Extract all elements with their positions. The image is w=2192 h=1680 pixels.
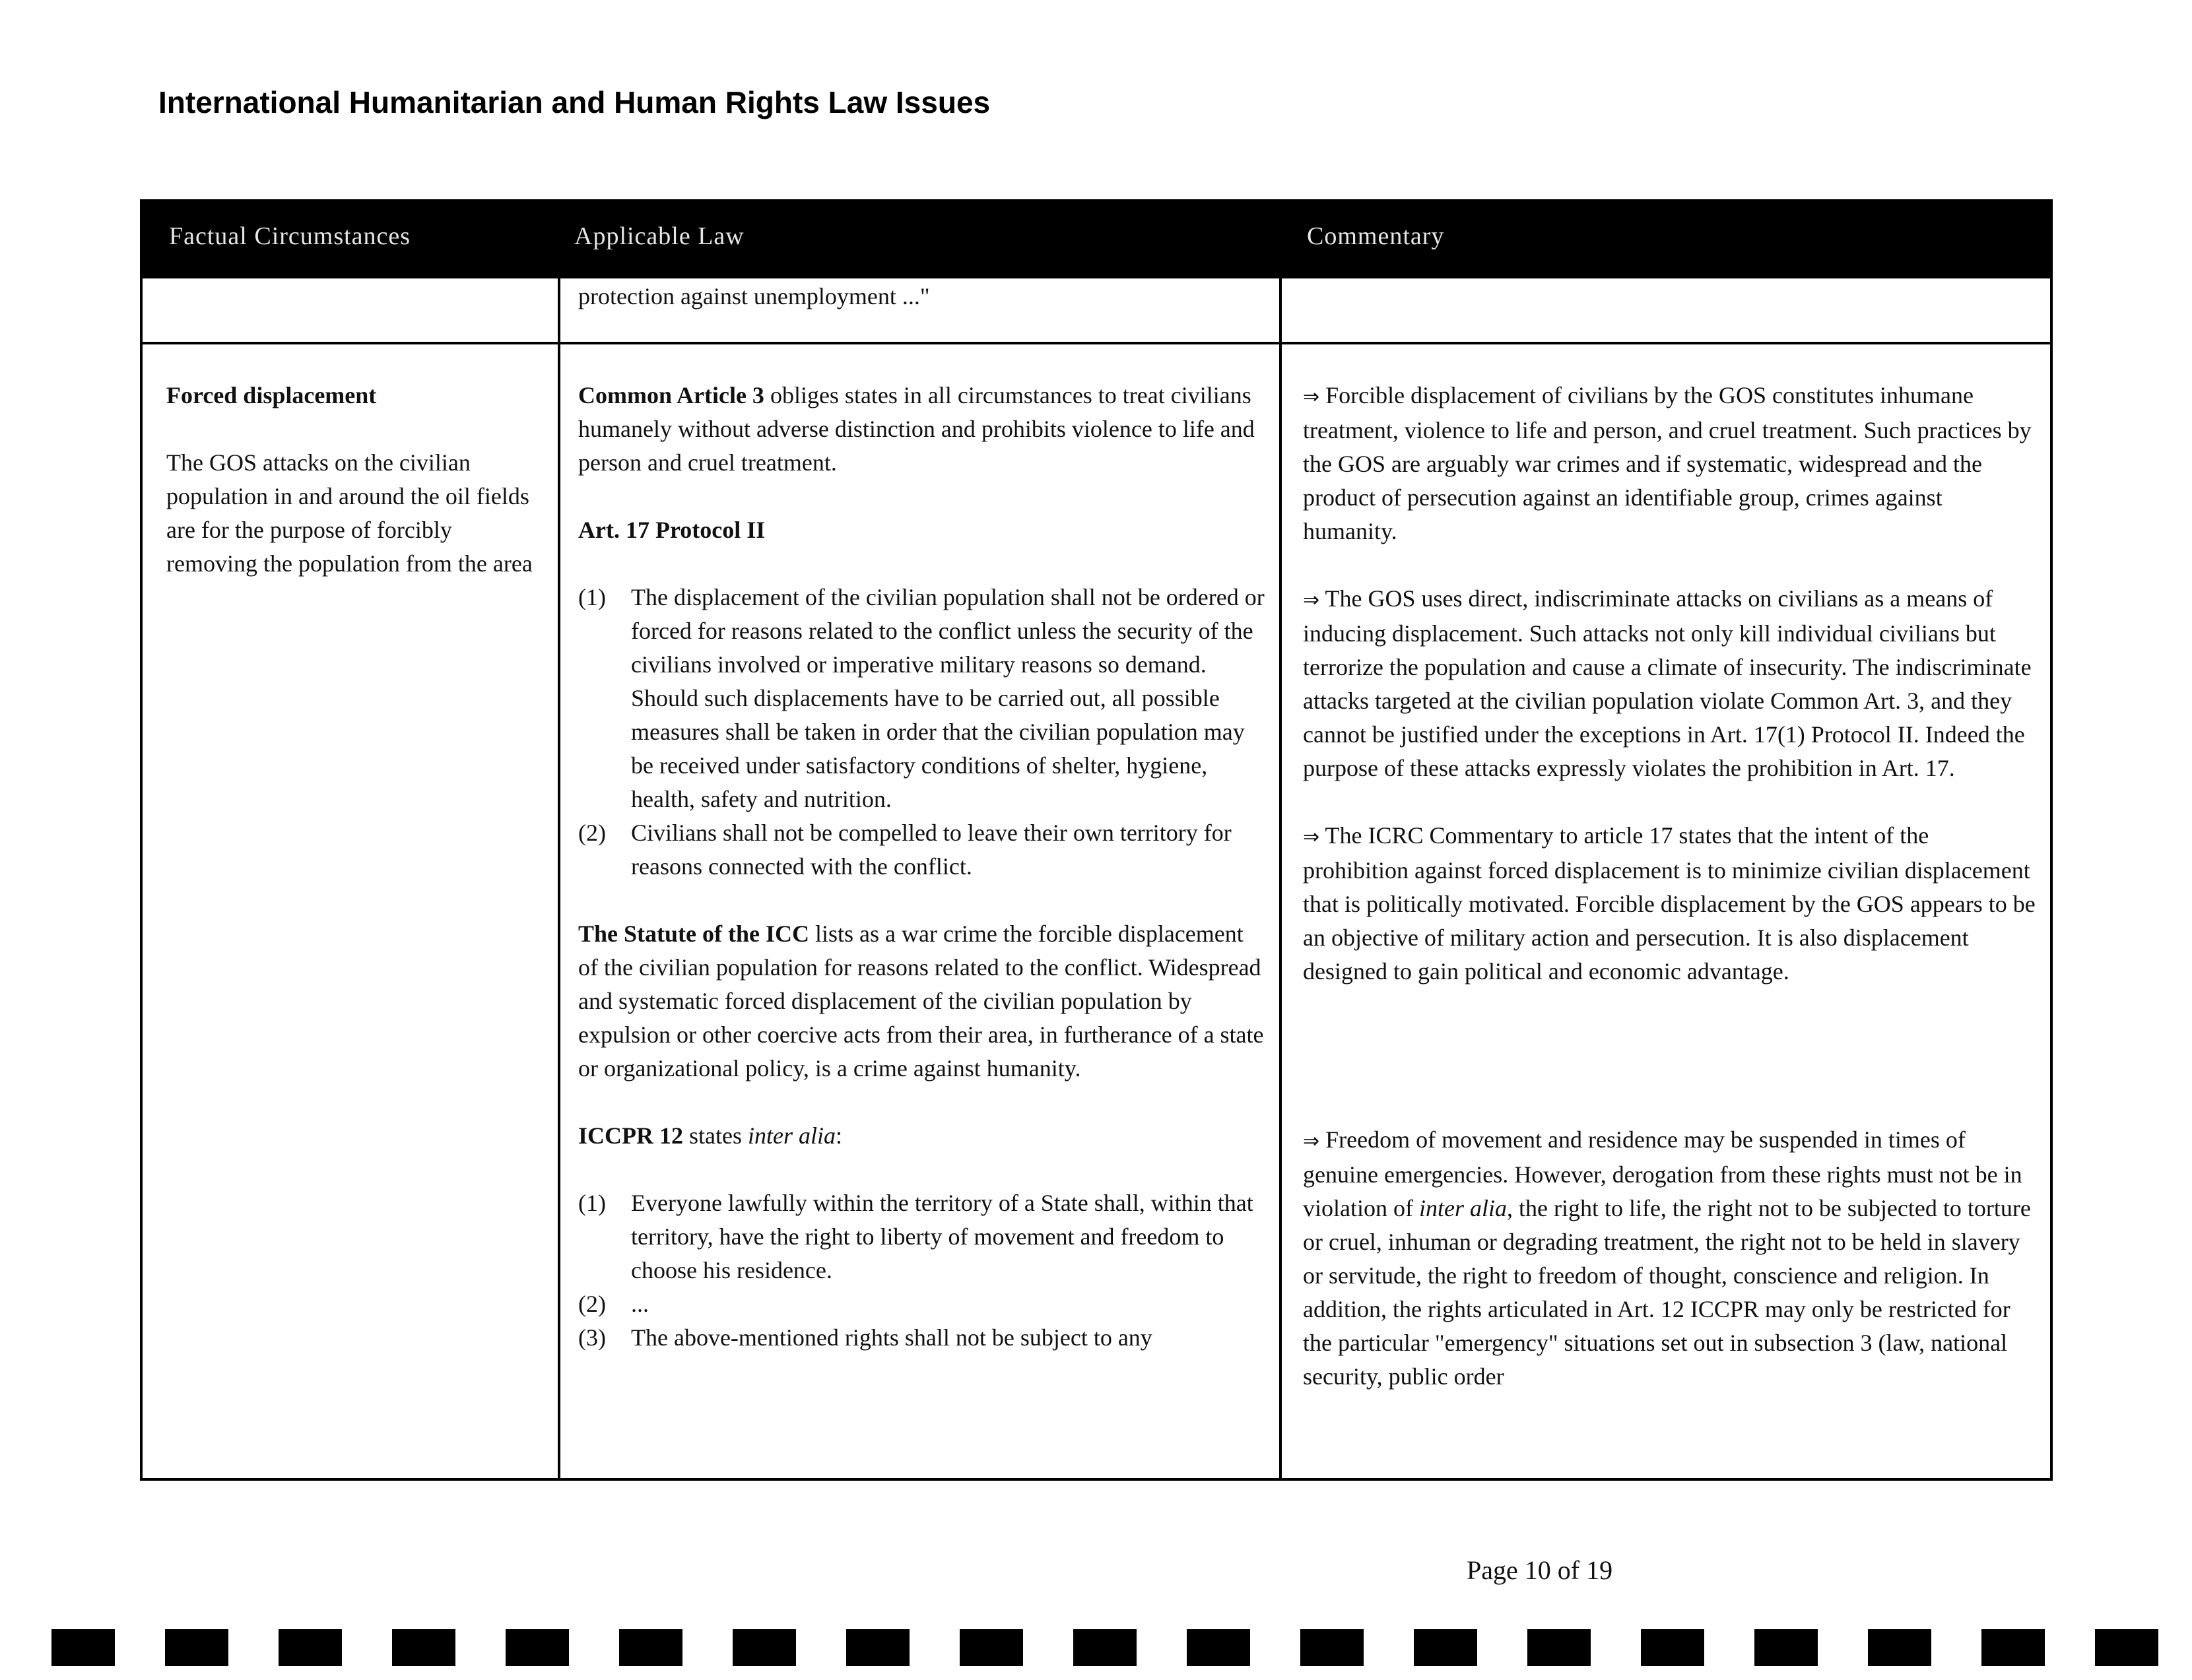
arrow-icon: ⇒ [1303, 589, 1320, 612]
commentary-italic: inter alia [1418, 1195, 1507, 1221]
item-text: The above-mentioned rights shall not be subject to any [631, 1324, 1152, 1351]
continuation-law-cell [578, 280, 1265, 313]
arrow-icon: ⇒ [1303, 385, 1320, 408]
iccpr-12-italic: inter alia [747, 1122, 836, 1149]
iccpr-item-1 [578, 1186, 1265, 1287]
scan-mark [1981, 1629, 2045, 1666]
iccpr-12-text: states [683, 1122, 748, 1149]
scan-mark [1187, 1629, 1250, 1666]
commentary-text: Forcible displacement of civilians by the GOS constitutes inhumane treatment, violence to life and person, and cruel treatment. Such practices by the GOS are arguably war crimes and if systematic, widespread and the product of persecution against an identifiable group, crimes against humanity. [1303, 382, 2032, 544]
common-article-3-text: obliges states in all circumstances to treat civilians humanely without adverse distinction and prohibits violence to life and person and cruel treatment. [578, 382, 1255, 476]
item-text: The displacement of the civilian population shall not be ordered or forced for reasons related to the conflict unless the security of the civilians involved or imperative military reasons so demand. Should such displacements have to be carried out, all possible measures shall be taken in order that the civilian population may be received under satisfactory conditions of shelter, hygiene, health, safety and nutrition. [631, 584, 1265, 812]
scan-mark [619, 1629, 682, 1666]
factual-cell [166, 379, 543, 581]
scan-mark [1754, 1629, 1818, 1666]
scan-mark [1414, 1629, 1477, 1666]
common-article-3-paragraph [578, 379, 1265, 480]
column-divider [1279, 278, 1282, 1478]
iccpr-12-paragraph [578, 1119, 1265, 1153]
header-commentary: Commentary [1307, 222, 1445, 250]
commentary-text: The ICRC Commentary to article 17 states that the intent of the prohibition against forced displacement is to minimize civilian displacement that is politically motivated. Forcible displacement by the GOS appears to be an objective of military action and persecution. It is also displacement designed to gain political and economic advantage. [1303, 822, 2036, 985]
factual-title: Forced displacement [166, 382, 377, 408]
item-text: Everyone lawfully within the territory of a State shall, within that territory, have the right to liberty of movement and freedom to choose his residence. [631, 1190, 1253, 1283]
art17-item-1 [578, 581, 1265, 816]
commentary-freedom-of-movement [1303, 1123, 2036, 1394]
table-header [143, 202, 2050, 278]
scan-mark [1527, 1629, 1591, 1666]
scan-mark [846, 1629, 910, 1666]
continuation-text: protection against unemployment ..." [578, 283, 930, 309]
scan-mark [960, 1629, 1023, 1666]
item-number: (2) [578, 1291, 606, 1317]
scan-mark [1300, 1629, 1364, 1666]
legal-analysis-table [140, 199, 2053, 1481]
scan-mark [506, 1629, 569, 1666]
applicable-law-cell [578, 379, 1265, 1355]
scan-mark [733, 1629, 796, 1666]
factual-text: The GOS attacks on the civilian population in and around the oil fields are for the purpose of forcibly removing the population from the area [166, 449, 533, 577]
iccpr-item-2 [578, 1287, 1265, 1321]
commentary-text: The GOS uses direct, indiscriminate attacks on civilians as a means of inducing displacement. Such attacks not only kill individual civilians but terrorize the population and cause a climate of insecurity. The indiscriminate attacks targeted at the civilian population violate Common Art. 3, and they cannot be justified under the exceptions in Art. 17(1) Protocol II. Indeed the purpose of these attacks expressly violates the prohibition in Art. 17. [1303, 585, 2032, 781]
icc-statute-label: The Statute of the ICC [578, 921, 809, 947]
scan-mark [1868, 1629, 1931, 1666]
commentary-icrc [1303, 819, 2036, 988]
header-applicable-law: Applicable Law [574, 222, 745, 250]
commentary-forcible-displacement [1303, 379, 2036, 548]
page-number: Page 10 of 19 [1467, 1555, 1613, 1585]
icc-statute-text: lists as a war crime the forcible displacement of the civilian population for reasons related to the conflict. Widespread and systematic forced displacement of the civilian population by expulsion or other coercive acts from their area, in furtherance of a state or organizational policy, is a crime against humanity. [578, 921, 1264, 1082]
item-number: (3) [578, 1324, 606, 1351]
scan-mark [165, 1629, 228, 1666]
item-text: ... [631, 1291, 649, 1317]
scan-registration-marks [51, 1629, 2164, 1669]
iccpr-item-3 [578, 1321, 1265, 1355]
iccpr-12-label: ICCPR 12 [578, 1122, 683, 1149]
page-title: International Humanitarian and Human Rights Law Issues [158, 85, 991, 119]
art17-item-2 [578, 816, 1265, 884]
commentary-cell [1303, 379, 2036, 1394]
item-number: (1) [578, 1190, 606, 1216]
scan-mark [1073, 1629, 1137, 1666]
row-divider [143, 342, 2050, 344]
scan-mark [1641, 1629, 1704, 1666]
arrow-icon: ⇒ [1303, 1130, 1320, 1153]
column-divider [558, 278, 560, 1478]
item-number: (2) [578, 820, 606, 846]
item-number: (1) [578, 584, 606, 610]
commentary-text: , the right to life, the right not to be subjected to torture or cruel, inhuman or degrading treatment, the right not to be held in slavery or servitude, the right to freedom of thought, conscience and religion. In addition, the rights articulated in Art. 12 ICCPR may only be restricted for the particular "emergency" situations set out in subsection 3 (law, national security, public order [1303, 1195, 2031, 1390]
scan-mark [2095, 1629, 2158, 1666]
icc-statute-paragraph [578, 917, 1265, 1085]
art17-title: Art. 17 Protocol II [578, 517, 766, 543]
scan-mark [279, 1629, 342, 1666]
commentary-indiscriminate-attacks [1303, 582, 2036, 785]
item-text: Civilians shall not be compelled to leave their own territory for reasons connected with the conflict. [631, 820, 1232, 880]
commentary-text: Freedom of movement and residence may be suspended in times of genuine emergencies. However, derogation from these rights must not be in violation of [1303, 1126, 2022, 1221]
iccpr-12-colon: : [835, 1122, 842, 1149]
scan-mark [392, 1629, 455, 1666]
arrow-icon: ⇒ [1303, 825, 1320, 849]
common-article-3-label: Common Article 3 [578, 382, 764, 408]
scan-mark [51, 1629, 115, 1666]
header-factual-circumstances: Factual Circumstances [169, 222, 411, 250]
